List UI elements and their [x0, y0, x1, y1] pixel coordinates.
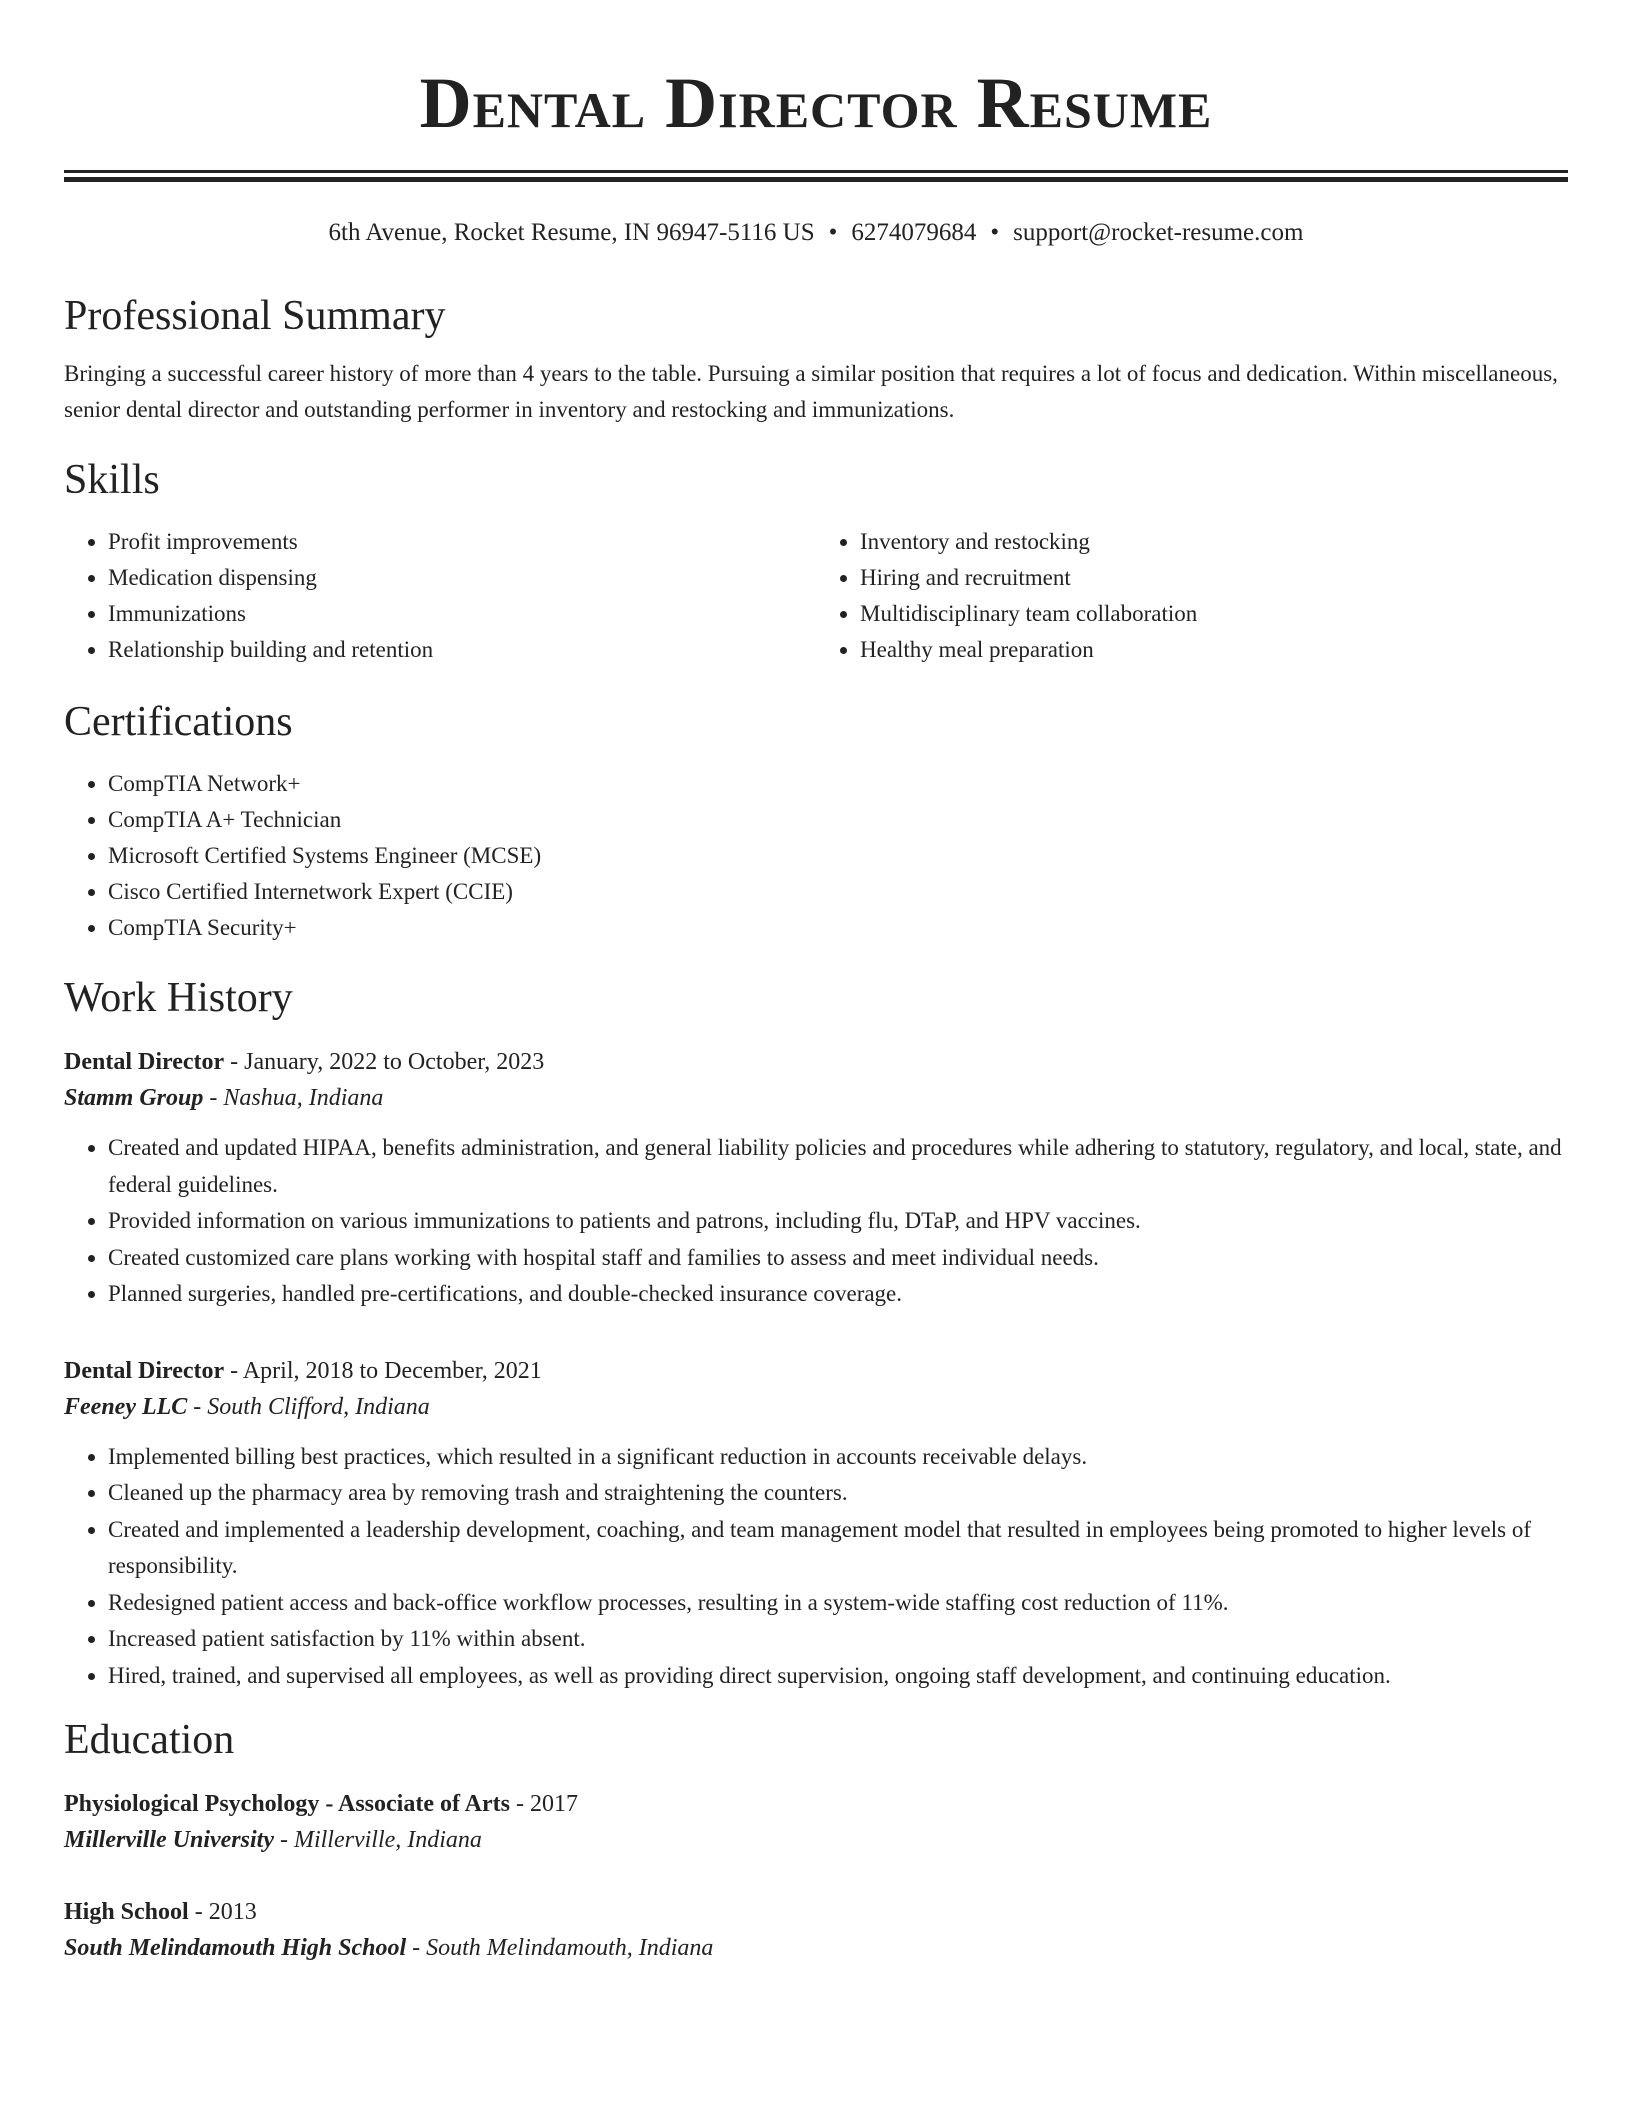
- job-bullet: • Created customized care plans working with hospital staff and families to assess and meet individual needs.: [108, 1240, 1568, 1277]
- job-title-line: [64, 1353, 1568, 1389]
- certification-item: • CompTIA A+ Technician: [108, 802, 1568, 838]
- job-title: Dental Director: [64, 1357, 225, 1384]
- job-company-line: [64, 1389, 1568, 1425]
- education-school: Millerville University: [64, 1827, 274, 1853]
- education-location: - Millerville, Indiana: [273, 1827, 482, 1853]
- job-dates: - April, 2018 to December, 2021: [224, 1357, 542, 1384]
- skills-list: [64, 524, 1568, 668]
- skills-column-left: [64, 524, 816, 668]
- skill-item: • Profit improvements: [108, 524, 816, 560]
- education-degree-line: [64, 1894, 1568, 1930]
- summary-text: Bringing a successful career history of more than 4 years to the table. Pursuing a similar position that requires a lot of focus and dedication. Within miscellaneous, senior dental director and outstanding performer in inventory and restocking and immunizations.: [64, 361, 1558, 422]
- job-bullet: • Planned surgeries, handled pre-certifications, and double-checked insurance coverage.: [108, 1276, 1568, 1313]
- job-bullets: [64, 1130, 1568, 1313]
- job-bullet: • Hired, trained, and supervised all employees, as well as providing direct supervision, ongoing staff development, and continuing education.: [108, 1658, 1568, 1695]
- job-bullet: • Cleaned up the pharmacy area by removing trash and straightening the counters.: [108, 1475, 1568, 1512]
- job-company: Feeney LLC: [64, 1393, 188, 1420]
- job-bullet: • Created and implemented a leadership development, coaching, and team management model that resulted in employees being promoted to higher levels of responsibility.: [108, 1512, 1568, 1585]
- education-school: South Melindamouth High School: [64, 1935, 407, 1961]
- title-divider: [64, 170, 1568, 182]
- job-dates: - January, 2022 to October, 2023: [224, 1049, 545, 1075]
- job-entry: [64, 1044, 1568, 1313]
- certification-item: • CompTIA Security+: [108, 910, 1568, 946]
- job-location: - South Clifford, Indiana: [187, 1393, 430, 1420]
- skill-item: • Hiring and recruitment: [860, 560, 1568, 596]
- education-entry: [64, 1894, 1568, 1966]
- education-degree-line: [64, 1786, 1568, 1822]
- job-bullet: • Created and updated HIPAA, benefits administration, and general liability policies and procedures while adhering to statutory, regulatory, and local, state, and federal guidelines.: [108, 1130, 1568, 1203]
- education-school-line: [64, 1822, 1568, 1858]
- skill-item: • Inventory and restocking: [860, 524, 1568, 560]
- skills-column-right: [816, 524, 1568, 668]
- job-title: Dental Director: [64, 1049, 225, 1075]
- resume-title: Dental Director Resume: [419, 63, 1213, 143]
- contact-separator: •: [828, 219, 838, 246]
- contact-line: [64, 218, 1568, 248]
- certification-item: • Cisco Certified Internetwork Expert (CCIE): [108, 874, 1568, 910]
- job-bullets: [64, 1439, 1568, 1695]
- contact-separator: •: [990, 219, 1000, 246]
- job-bullet: • Redesigned patient access and back-office workflow processes, resulting in a system-wide staffing cost reduction of 11%.: [108, 1585, 1568, 1622]
- education-year: - 2013: [188, 1899, 257, 1925]
- education-degree: High School: [64, 1899, 189, 1925]
- contact-phone: 6274079684: [851, 219, 977, 246]
- education-school-line: [64, 1930, 1568, 1966]
- skill-item: • Medication dispensing: [108, 560, 816, 596]
- job-entry: [64, 1353, 1568, 1695]
- education-degree: Physiological Psychology - Associate of Arts: [64, 1791, 510, 1817]
- skill-item: • Relationship building and retention: [108, 632, 816, 668]
- skill-item: • Immunizations: [108, 596, 816, 632]
- education-year: - 2017: [509, 1791, 578, 1817]
- summary-heading: Professional Summary: [64, 293, 446, 339]
- job-company-line: [64, 1080, 1568, 1116]
- certifications-heading: Certifications: [64, 699, 293, 745]
- contact-email: support@rocket-resume.com: [1013, 219, 1304, 246]
- certifications-list: [64, 766, 1568, 946]
- skill-item: • Healthy meal preparation: [860, 632, 1568, 668]
- job-location: - Nashua, Indiana: [203, 1085, 384, 1111]
- certification-item: • Microsoft Certified Systems Engineer (MCSE): [108, 838, 1568, 874]
- job-company: Stamm Group: [64, 1085, 204, 1111]
- contact-address: 6th Avenue, Rocket Resume, IN 96947-5116 US: [328, 219, 815, 246]
- job-title-line: [64, 1044, 1568, 1080]
- education-entry: [64, 1786, 1568, 1858]
- education-location: - South Melindamouth, Indiana: [406, 1935, 714, 1961]
- education-heading: Education: [64, 1717, 235, 1763]
- skills-heading: Skills: [64, 457, 160, 503]
- job-bullet: • Provided information on various immunizations to patients and patrons, including flu, DTaP, and HPV vaccines.: [108, 1203, 1568, 1240]
- job-bullet: • Implemented billing best practices, which resulted in a significant reduction in accounts receivable delays.: [108, 1439, 1568, 1476]
- job-bullet: • Increased patient satisfaction by 11% within absent.: [108, 1621, 1568, 1658]
- certification-item: • CompTIA Network+: [108, 766, 1568, 802]
- work-history-heading: Work History: [64, 975, 293, 1021]
- skill-item: • Multidisciplinary team collaboration: [860, 596, 1568, 632]
